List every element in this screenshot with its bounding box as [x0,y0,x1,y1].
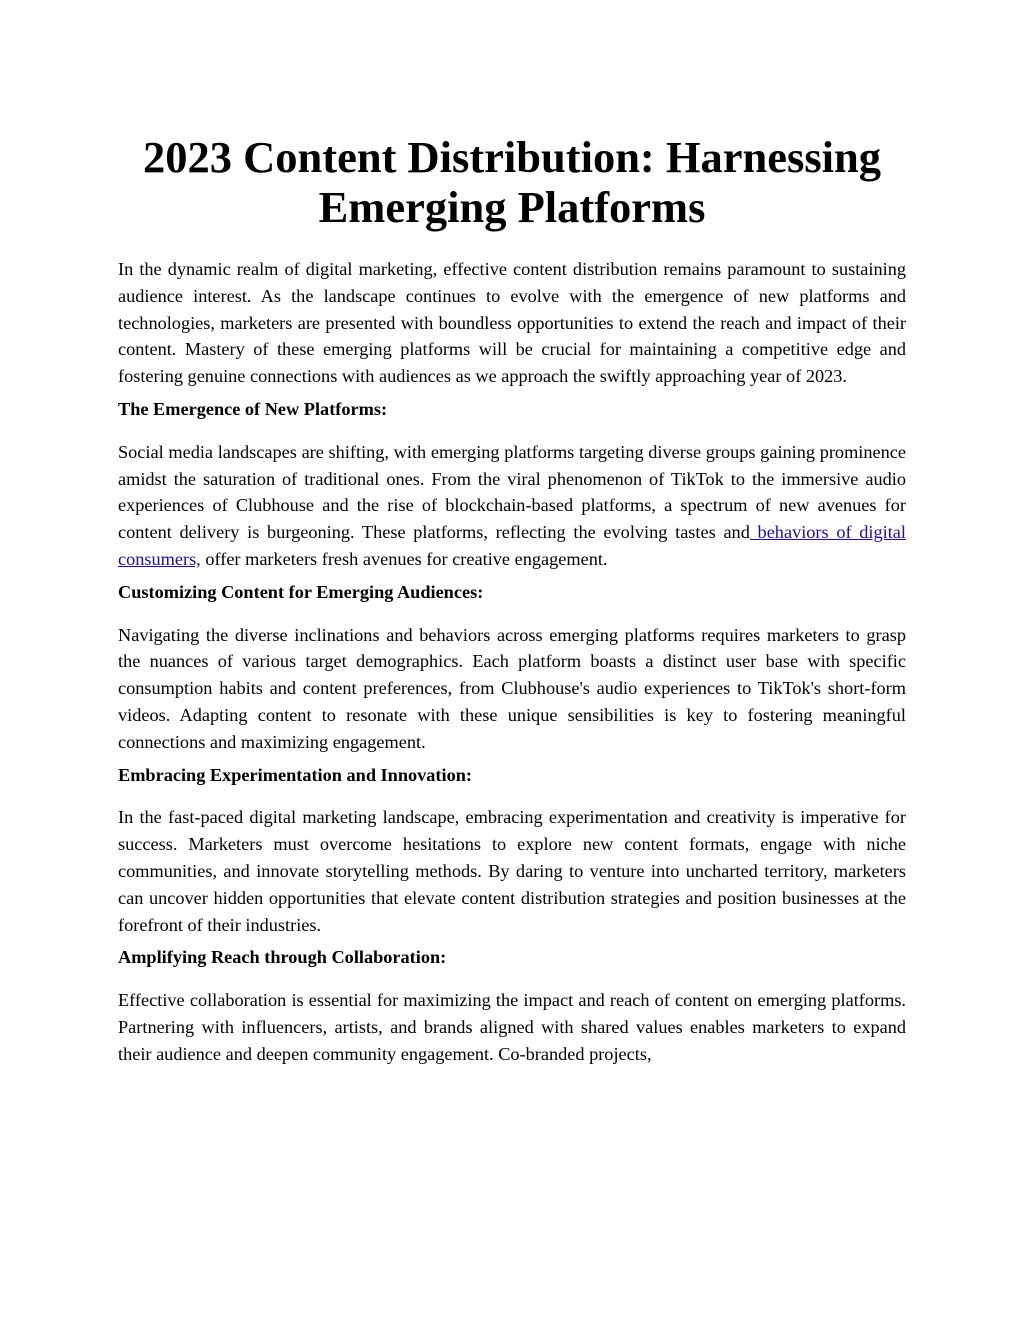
section-heading-collaboration: Amplifying Reach through Collaboration: [118,947,447,968]
behaviors-of-digital-consumers-link[interactable]: behaviors of digital consumers, [118,522,906,569]
section-heading-customizing: Customizing Content for Emerging Audiences: [118,581,484,602]
intro-paragraph: In the dynamic realm of digital marketing, effective content distribution remains paramount to sustaining audience interest. As the landscape continues to evolve with the emergence of new platforms and technologies, marketers are presented with boundless opportunities to extend the reach and impact of their content. Mastery of these emerging platforms will be crucial for maintaining a competitive edge and fostering genuine connections with audiences as we approach the swiftly approaching year of 2023. [118,259,906,387]
section-paragraph-experimentation: In the fast-paced digital marketing landscape, embracing experimentation and creativity is imperative for success. Marketers must overcome hesitations to explore new content formats, engage with niche communities, and innovate storytelling methods. By daring to venture into uncharted territory, marketers can uncover hidden opportunities that elevate content distribution strategies and position businesses at the forefront of their industries. [118,807,906,935]
section-paragraph-collaboration: Effective collaboration is essential for maximizing the impact and reach of content on emerging platforms. Partnering with influencers, artists, and brands aligned with shared values enables marketers to expand their audience and deepen community engagement. Co-branded projects, [118,990,906,1064]
paragraph-text-before-link: Social media landscapes are shifting, with emerging platforms targeting diverse groups gaining prominence amidst the saturation of traditional ones. From the viral phenomenon of TikTok to the immersive audio experiences of Clubhouse and the rise of blockchain-based platforms, a spectrum of new avenues for content delivery is burgeoning. These platforms, reflecting the evolving tastes and [118,441,906,543]
page-title: 2023 Content Distribution: Harnessing Emerging Platforms [142,132,881,232]
paragraph-text-after-link: offer marketers fresh avenues for creative engagement. [200,548,608,569]
document-body [118,256,906,1068]
section-paragraph-customizing: Navigating the diverse inclinations and behaviors across emerging platforms requires marketers to grasp the nuances of various target demographics. Each platform boasts a distinct user base with specific consumption habits and content preferences, from Clubhouse's audio experiences to TikTok's short-form videos. Adapting content to resonate with these unique sensibilities is key to fostering meaningful connections and maximizing engagement. [118,624,906,752]
section-heading-experimentation: Embracing Experimentation and Innovation: [118,764,472,785]
section-paragraph-emergence [118,439,906,573]
section-heading-emergence: The Emergence of New Platforms: [118,398,388,419]
